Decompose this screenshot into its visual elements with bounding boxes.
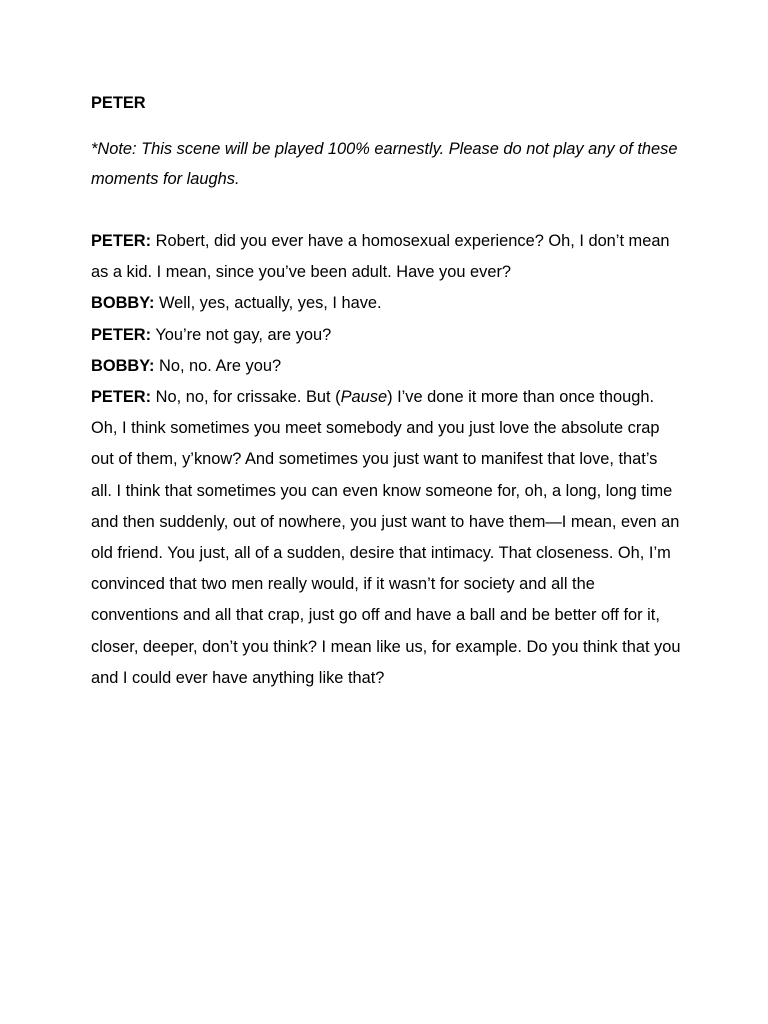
dialogue-line: [91, 226, 681, 288]
speaker-name: PETER:: [91, 232, 152, 250]
dialogue-line: [91, 320, 681, 351]
stage-direction: Pause: [340, 388, 388, 407]
speaker-name: PETER:: [91, 388, 152, 407]
scene-note: *Note: This scene will be played 100% earnestly. Please do not play any of these moments for laughs.: [91, 140, 678, 188]
dialogue-line: [91, 382, 681, 694]
scene-title: PETER: [91, 94, 146, 112]
dialogue-text: Robert, did you ever have a homosexual experience? Oh, I don’t mean as a kid. I mean, since you’ve been adult. Have you ever?: [91, 232, 670, 282]
speaker-name: PETER:: [91, 325, 152, 344]
speaker-name: BOBBY:: [91, 294, 155, 313]
dialogue-text: You’re not gay, are you?: [155, 325, 332, 344]
script-page: [91, 91, 681, 694]
dialogue-text-before: No, no, for crissake. But (: [155, 388, 341, 407]
dialogue-text-after: ) I’ve done it more than once though. Oh, I think sometimes you meet somebody and you just love the absolute crap out of them, y’know? And sometimes you just want to manifest that love, that’s all. I think that sometimes you can even know someone for, oh, a long, long time and then suddenly, out of nowhere, you just want to have them—I mean, even an old friend. You just, all of a sudden, desire that intimacy. That closeness. Oh, I’m convinced that two men really would, if it wasn’t for society and all the conventions and all that crap, just go off and have a ball and be better off for it, closer, deeper, don’t you think? I mean like us, for example. Do you think that you and I could ever have anything like that?: [91, 388, 681, 687]
dialogue-text: Well, yes, actually, yes, I have.: [159, 294, 382, 313]
dialogue-text: No, no. Are you?: [159, 356, 282, 375]
dialogue-line: [91, 288, 681, 319]
dialogue-line: [91, 351, 681, 382]
speaker-name: BOBBY:: [91, 356, 155, 375]
dialogue-block: [91, 226, 681, 694]
